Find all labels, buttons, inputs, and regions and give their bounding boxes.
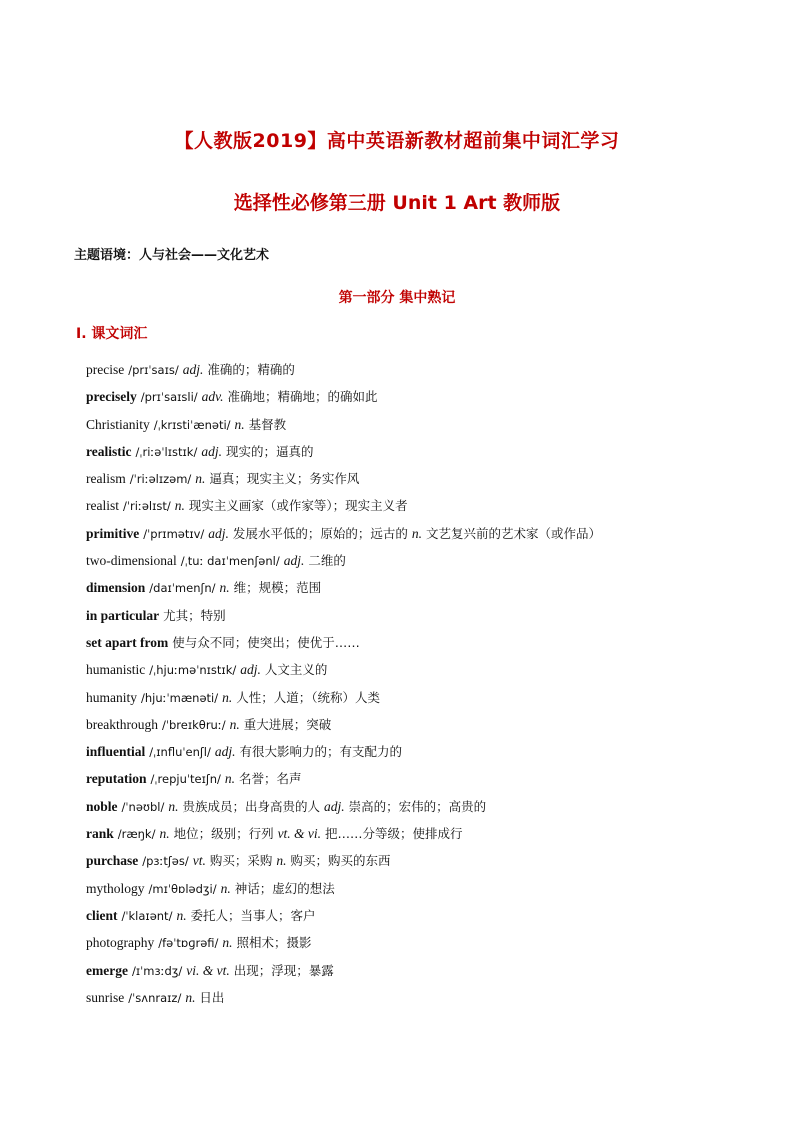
vocab-meaning-2: 把……分等级；使排成行 <box>325 826 463 842</box>
vocab-entry <box>86 879 601 906</box>
vocab-part-of-speech: adv. <box>201 389 224 405</box>
vocab-entry <box>86 961 601 988</box>
vocab-meaning: 维；规模；范围 <box>233 580 322 596</box>
vocab-meaning: 现实主义画家（或作家等）；现实主义者 <box>188 498 408 514</box>
vocab-entry <box>86 524 601 551</box>
vocab-part-of-speech: adj. <box>208 525 229 541</box>
vocab-part-of-speech-2: vt. & vi. <box>277 826 322 842</box>
vocab-part-of-speech-2: adj. <box>323 798 345 814</box>
vocab-word: humanity <box>86 689 137 705</box>
vocab-entry <box>86 415 601 442</box>
vocab-entry <box>86 387 601 414</box>
vocab-entry <box>86 715 601 742</box>
vocab-part-of-speech: adj. <box>240 662 261 678</box>
vocab-meaning: 神话；虚幻的想法 <box>234 880 335 896</box>
vocab-word: noble <box>86 798 118 814</box>
vocab-meaning: 重大进展；突破 <box>243 716 332 732</box>
vocab-word: set apart from <box>86 634 169 650</box>
vocab-meaning: 有很大影响力的；有支配力的 <box>239 744 402 760</box>
vocab-part-of-speech: n. <box>219 580 230 596</box>
vocab-word: rank <box>86 826 114 842</box>
vocab-phonetic: /ˌtuː daɪˈmenʃənl/ <box>180 554 280 569</box>
vocab-part-of-speech: n. <box>185 989 196 1005</box>
vocab-word: client <box>86 907 118 923</box>
vocab-word: realism <box>86 471 126 487</box>
vocab-part-of-speech: n. <box>234 416 245 432</box>
vocab-phonetic: /ˈnəʊbl/ <box>121 799 165 814</box>
vocab-part-of-speech: n. <box>220 880 231 896</box>
vocab-word: realistic <box>86 443 132 459</box>
vocab-phonetic: /ˌhjuːməˈnɪstɪk/ <box>149 663 237 678</box>
vocab-word: realist <box>86 498 119 514</box>
vocab-phonetic: /ˈbreɪkθruː/ <box>161 717 226 732</box>
vocab-meaning: 现实的；逼真的 <box>225 443 314 459</box>
vocab-meaning: 基督教 <box>248 416 287 432</box>
vocab-phonetic: /ˌɪnfluˈenʃl/ <box>149 745 211 760</box>
vocab-part-of-speech-2: n. <box>411 525 423 541</box>
vocabulary-list <box>86 360 601 1015</box>
vocab-part-of-speech: n. <box>229 716 240 732</box>
vocab-word: primitive <box>86 525 140 541</box>
part-heading: 第一部分 集中熟记 <box>338 290 456 306</box>
vocab-part-of-speech: adj. <box>283 553 305 569</box>
vocab-word: emerge <box>86 962 128 978</box>
vocab-meaning: 使与众不同；使突出；使优于…… <box>172 634 360 650</box>
vocab-word: in particular <box>86 607 160 623</box>
vocab-meaning-2: 文艺复兴前的艺术家（或作品） <box>426 525 602 541</box>
vocab-phonetic: /prɪˈsaɪsli/ <box>140 390 198 405</box>
vocab-entry <box>86 906 601 933</box>
vocab-meaning: 委托人；当事人；客户 <box>190 907 316 923</box>
vocab-meaning: 二维的 <box>308 553 346 569</box>
vocab-meaning: 购买；采购 <box>209 853 273 869</box>
vocab-part-of-speech: vi. & vt. <box>186 962 230 978</box>
vocab-word: sunrise <box>86 989 125 1005</box>
vocab-entry <box>86 551 601 578</box>
vocab-part-of-speech: n. <box>195 471 206 487</box>
vocab-entry <box>86 660 601 687</box>
section-heading: Ⅰ. 课文词汇 <box>76 326 148 342</box>
vocab-word: influential <box>86 744 146 760</box>
vocab-entry <box>86 442 601 469</box>
vocab-entry <box>86 851 601 878</box>
vocab-meaning: 尤其；特别 <box>163 607 226 623</box>
vocab-entry <box>86 988 601 1015</box>
vocab-part-of-speech: adj. <box>182 362 204 377</box>
vocab-part-of-speech: n. <box>168 798 179 814</box>
document-title: 【人教版2019】高中英语新教材超前集中词汇学习 <box>174 130 620 152</box>
vocab-meaning: 准确的；精确的 <box>207 362 295 377</box>
document-subtitle: 选择性必修第三册 Unit 1 Art 教师版 <box>233 192 561 214</box>
vocab-entry <box>86 633 601 660</box>
vocab-phonetic: /ˈklaɪənt/ <box>121 908 173 923</box>
vocab-word: reputation <box>86 771 147 787</box>
vocab-meaning-2: 崇高的；宏伟的；高贵的 <box>348 798 487 814</box>
vocab-part-of-speech: vt. <box>192 853 206 869</box>
vocab-meaning: 日出 <box>199 989 225 1005</box>
vocab-meaning: 人文主义的 <box>264 662 328 678</box>
vocab-entry <box>86 469 601 496</box>
vocab-part-of-speech: n. <box>174 498 185 514</box>
vocab-part-of-speech: adj. <box>214 744 236 760</box>
vocab-entry <box>86 496 601 523</box>
vocab-phonetic: /fəˈtɒɡrəfi/ <box>158 936 219 951</box>
vocab-word: dimension <box>86 580 146 596</box>
vocab-word: precise <box>86 362 125 377</box>
vocab-entry <box>86 360 601 387</box>
vocab-part-of-speech: n. <box>176 907 187 923</box>
vocab-word: Christianity <box>86 416 150 432</box>
vocab-word: purchase <box>86 853 139 869</box>
vocab-meaning: 人性；人道；（统称）人类 <box>236 689 380 705</box>
vocab-phonetic: /ˌkrɪstiˈænəti/ <box>153 417 231 432</box>
theme-context: 主题语境：人与社会——文化艺术 <box>74 248 270 263</box>
vocab-phonetic: /daɪˈmenʃn/ <box>149 581 216 596</box>
vocab-phonetic: /ˌrepjuˈteɪʃn/ <box>150 772 221 787</box>
vocab-word: two-dimensional <box>86 553 177 569</box>
vocab-word: humanistic <box>86 662 146 678</box>
vocab-meaning: 贵族成员；出身高贵的人 <box>182 798 320 814</box>
vocab-entry <box>86 933 601 960</box>
vocab-entry <box>86 578 601 605</box>
vocab-word: precisely <box>86 389 137 405</box>
vocab-meaning: 出现；浮现；暴露 <box>233 962 334 978</box>
vocab-entry <box>86 742 601 769</box>
vocab-part-of-speech: n. <box>224 771 236 787</box>
vocab-phonetic: /ɪˈmɜːdʒ/ <box>131 963 183 978</box>
vocab-phonetic: /prɪˈsaɪs/ <box>128 363 179 377</box>
vocab-entry <box>86 606 601 633</box>
vocab-meaning: 发展水平低的；原始的；远古的 <box>232 525 408 541</box>
vocab-meaning: 名誉；名声 <box>239 771 302 787</box>
vocab-meaning-2: 购买；购买的东西 <box>290 853 391 869</box>
vocab-word: mythology <box>86 880 145 896</box>
vocab-phonetic: /mɪˈθɒlədʒi/ <box>148 881 217 896</box>
vocab-word: breakthrough <box>86 716 158 732</box>
vocab-word: photography <box>86 935 155 951</box>
vocab-entry <box>86 824 601 851</box>
vocab-meaning: 照相术；摄影 <box>236 935 312 951</box>
vocab-phonetic: /pɜːtʃəs/ <box>142 854 189 869</box>
vocab-meaning: 准确地；精确地；的确如此 <box>227 389 378 405</box>
vocab-phonetic: /ræŋk/ <box>117 827 156 842</box>
vocab-entry <box>86 688 601 715</box>
vocab-meaning: 地位；级别；行列 <box>173 826 274 842</box>
vocab-phonetic: /ˈsʌnraɪz/ <box>128 990 182 1005</box>
vocab-part-of-speech: n. <box>159 826 170 842</box>
vocab-phonetic: /ˈriːəlɪzəm/ <box>129 472 192 487</box>
vocab-part-of-speech: n. <box>222 689 233 705</box>
vocab-phonetic: /ˈriːəlɪst/ <box>122 499 171 514</box>
vocab-phonetic: /hjuːˈmænəti/ <box>140 690 219 705</box>
vocab-entry <box>86 769 601 796</box>
vocab-meaning: 逼真；现实主义；务实作风 <box>209 471 360 487</box>
vocab-phonetic: /ˌriːəˈlɪstɪk/ <box>135 444 198 459</box>
vocab-part-of-speech: n. <box>222 935 233 951</box>
vocab-phonetic: /ˈprɪmətɪv/ <box>143 526 205 541</box>
vocab-part-of-speech: adj. <box>201 443 222 459</box>
vocab-part-of-speech-2: n. <box>276 853 287 869</box>
vocab-entry <box>86 797 601 824</box>
